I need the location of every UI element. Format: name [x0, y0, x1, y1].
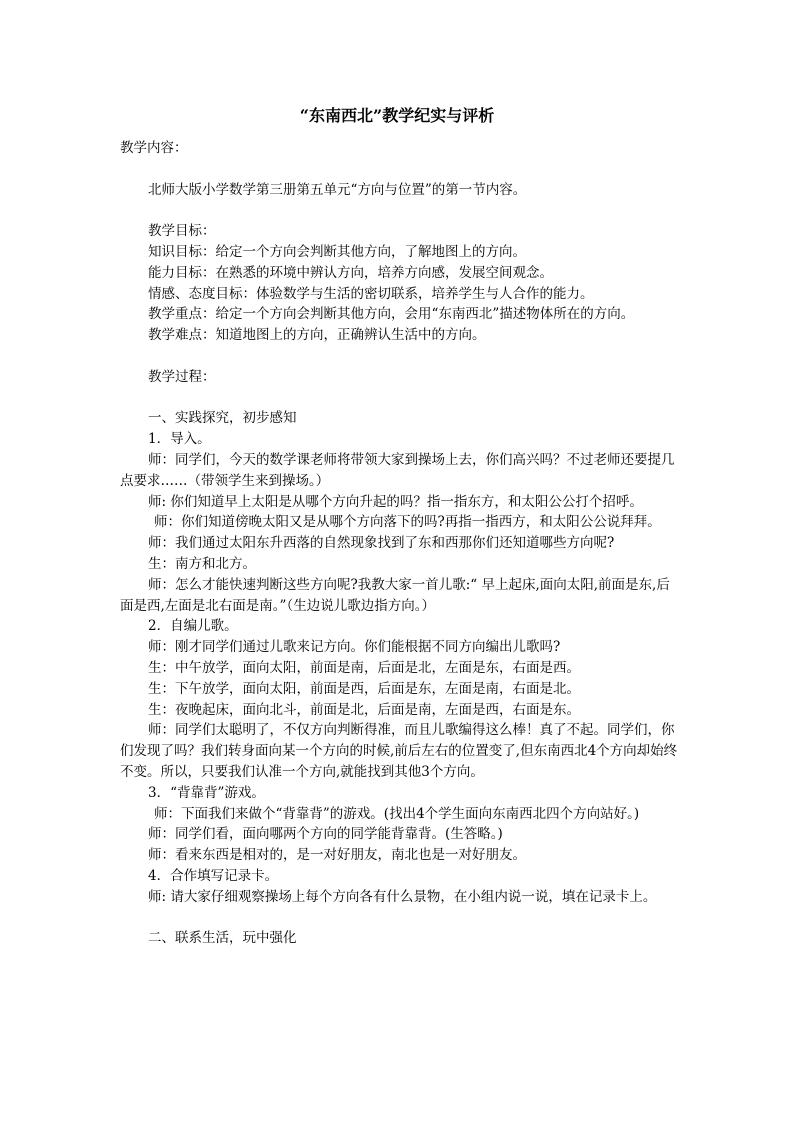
paragraph: 3．“背靠背”游戏。 — [148, 784, 265, 801]
blank-line — [120, 200, 680, 221]
paragraph: 生：南方和北方。 — [148, 555, 256, 572]
blank-line — [120, 346, 680, 367]
paragraph: 2．自编儿歌。 — [148, 618, 238, 635]
paragraph: 师：看来东西是相对的，是一对好朋友，南北也是一对好朋友。 — [148, 847, 526, 864]
paragraph: 知识目标：给定一个方向会判断其他方向，了解地图上的方向。 — [148, 243, 526, 260]
paragraph: 师: 你们知道早上太阳是从哪个方向升起的吗？指一指东方，和太阳公公打个招呼。 — [148, 493, 643, 510]
paragraph: 教学难点：知道地图上的方向，正确辨认生活中的方向。 — [148, 327, 486, 344]
paragraph: 北师大版小学数学第三册第五单元“方向与位置”的第一节内容。 — [148, 181, 527, 198]
document-title: “东南西北”教学纪实与评析 — [299, 106, 495, 125]
paragraph: 生：下午放学，面向太阳，前面是西，后面是东，左面是南，右面是北。 — [148, 680, 580, 697]
paragraph: 生：中午放学，面向太阳，前面是南，后面是北，左面是东，右面是西。 — [148, 659, 580, 676]
paragraph: 能力目标：在熟悉的环境中辨认方向，培养方向感，发展空间观念。 — [148, 264, 553, 281]
paragraph: 师：同学们，今天的数学课老师将带领大家到操场上去，你们高兴吗？不过老师还要提几点要求……（带领学生来到操场。） — [120, 451, 675, 489]
paragraph: 师：刚才同学们通过儿歌来记方向。你们能根据不同方向编出儿歌吗? — [148, 639, 561, 656]
document-body — [120, 138, 680, 949]
paragraph: 师: 请大家仔细观察操场上每个方向各有什么景物，在小组内说一说，填在记录卡上。 — [148, 888, 657, 905]
blank-line — [120, 907, 680, 928]
paragraph: 师：下面我们来做个“背靠背”的游戏。(找出4个学生面向东南西北四个方向站好。) — [154, 805, 640, 822]
paragraph: 师：同学们看，面向哪两个方向的同学能背靠背。(生答略。) — [148, 826, 503, 843]
paragraph: 生：夜晚起床，面向北斗，前面是北，后面是南，左面是西，右面是东。 — [148, 701, 580, 718]
paragraph: 4．合作填写记录卡。 — [148, 867, 279, 884]
paragraph: 二、联系生活，玩中强化 — [148, 930, 297, 947]
paragraph: 师：你们知道傍晚太阳又是从哪个方向落下的吗?再指一指西方，和太阳公公说拜拜。 — [154, 514, 661, 531]
paragraph: 教学内容： — [120, 140, 188, 156]
paragraph: 师：怎么才能快速判断这些方向呢?我教大家一首儿歌:“ 早上起床,面向太阳,前面是东,后面是西,左面是北右面是南。”（生边说儿歌边指方向。） — [120, 576, 670, 614]
paragraph: 师：我们通过太阳东升西落的自然现象找到了东和西那你们还知道哪些方向呢? — [148, 535, 615, 552]
blank-line — [120, 159, 680, 180]
paragraph: 教学过程： — [148, 368, 216, 385]
paragraph: 师：同学们太聪明了，不仅方向判断得准，而且儿歌编得这么棒！真了不起。同学们，你们发现了吗？我们转身面向某一个方向的时候,前后左右的位置变了,但东南西北4个方向却始终不变。所以，只要我们认准一个方向,就能找到其他3个方向。 — [120, 722, 678, 780]
paragraph: 情感、态度目标：体验数学与生活的密切联系，培养学生与人合作的能力。 — [148, 285, 594, 302]
paragraph: 一、实践探究，初步感知 — [148, 410, 297, 427]
paragraph: 1．导入。 — [148, 431, 211, 448]
paragraph: 教学目标： — [148, 223, 216, 240]
blank-line — [120, 388, 680, 409]
paragraph: 教学重点：给定一个方向会判断其他方向，会用“东南西北”描述物体所在的方向。 — [148, 306, 635, 323]
